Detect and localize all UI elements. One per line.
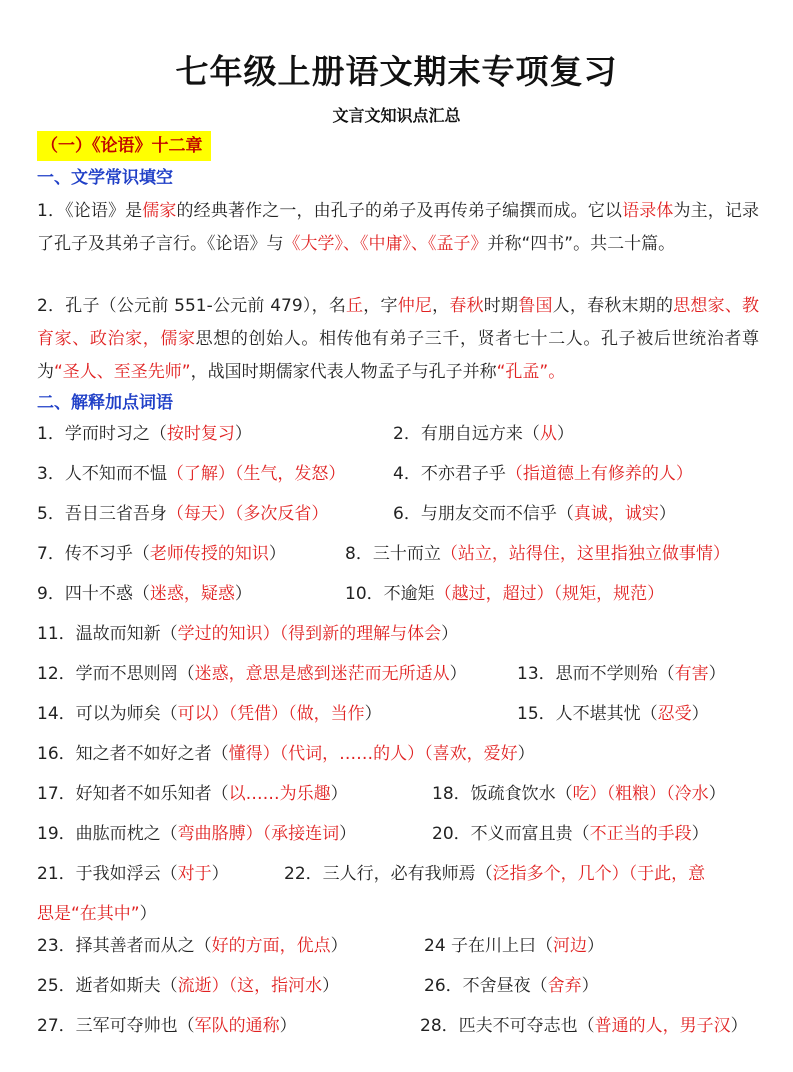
vocab-question: 12．学而不思则罔（ [37,664,195,684]
vocab-answer: 流逝）（这，指河水 [177,976,323,996]
vocab-end: ） [441,624,459,644]
vocab-answer: 好的方面，优点 [211,936,331,956]
page-subtitle: 文言文知识点汇总 [332,106,461,125]
vocab-answer: 从 [539,424,557,444]
vocab-question: 25．逝者如斯夫（ [37,976,178,996]
vocab-end: ） [139,904,157,924]
vocab-question: 20．不义而富且贵（ [432,824,590,844]
answer-text: “圣人、至圣先师” [54,362,191,382]
vocab-row-right [424,926,604,966]
text-run: 时期 [483,296,519,316]
vocab-question: 11．温故而知新（ [37,624,178,644]
vocab-answer: 老师传授的知识 [149,544,269,564]
vocab-question: 13．思而不学则殆（ [517,664,675,684]
vocab-end: ） [339,824,357,844]
vocab-end: ） [322,976,340,996]
vocab-end: ） [234,424,252,444]
vocab-row [37,534,286,574]
vocab-question: 10．不逾矩 [345,584,435,604]
vocab-answer: （越过，超过）（规矩，规范） [434,584,665,604]
vocab-answer: 舍弃 [547,976,582,996]
answer-text: 春秋 [449,296,484,316]
vocab-answer: （指道德上有修养的人） [505,464,693,484]
chapter-label: （一）《论语》十二章 [37,131,211,161]
vocab-end: ） [234,584,252,604]
vocab-end: ） [708,784,726,804]
vocab-answer: 以……为乐趣 [228,784,331,804]
vocab-question: 17．好知者不如乐知者（ [37,784,229,804]
vocab-question: 27．三军可夺帅也（ [37,1016,195,1036]
vocab-answer: 有害 [674,664,709,684]
vocab-question: 16．知之者不如好之者（ [37,744,229,764]
vocab-end: ） [330,784,348,804]
vocab-question: 26．不舍昼夜（ [424,976,548,996]
vocab-row [37,854,229,894]
vocab-answer: 不正当的手段 [589,824,692,844]
vocab-answer: 弯曲胳膊）（承接连词 [177,824,340,844]
vocab-end: ） [556,424,574,444]
vocab-end: ） [708,664,726,684]
vocab-row-right [393,494,676,534]
vocab-question: 3．人不知而不愠 [37,464,167,484]
vocab-end: ） [658,504,676,524]
vocab-end: ） [364,704,382,724]
answer-text: 思想家、教育家、政治家，儒家 [37,296,760,349]
text-run: ，战国时期儒家代表人物孟子与孔子并称 [190,362,497,382]
page-title: 七年级上册语文期末专项复习 [175,52,618,91]
answer-text: 语录体 [622,201,674,221]
text-run: 人，春秋末期的 [552,296,674,316]
vocab-question: 7．传不习乎（ [37,544,150,564]
vocab-answer: 对于 [177,864,212,884]
vocab-answer: 迷惑，疑惑 [149,584,235,604]
text-run: 并称“四书”。共二十篇。 [487,234,676,254]
vocab-end: ） [691,824,709,844]
vocab-question: 21．于我如浮云（ [37,864,178,884]
vocab-row [37,734,535,774]
vocab-question: 4．不亦君子乎 [393,464,506,484]
vocab-answer: 河边 [553,936,588,956]
vocab-answer: 军队的通称 [194,1016,280,1036]
answer-text: “孔孟”。 [496,362,566,382]
vocab-row [37,454,345,494]
vocab-end: ） [691,704,709,724]
vocab-question: 28．匹夫不可夺志也（ [420,1016,595,1036]
vocab-end: ） [268,544,286,564]
answer-text: 《大学》、《中庸》、《孟子》 [283,234,488,254]
vocab-row-right [432,774,726,814]
vocab-question: 22．三人行，必有我师焉（ [284,864,493,884]
vocab-row-right [424,966,599,1006]
section-heading-vocabulary: 二、解释加点词语 [37,393,173,413]
vocab-row [37,494,328,534]
vocab-question: 6．与朋友交而不信乎（ [393,504,574,524]
vocab-answer: 吃）（粗粮）（冷水 [572,784,709,804]
vocab-answer: 真诚，诚实 [573,504,659,524]
section-heading-literature: 一、文学常识填空 [37,168,173,188]
vocab-answer: 忍受 [657,704,692,724]
vocab-question: 8．三十而立 [345,544,441,564]
vocab-question: 23．择其善者而从之（ [37,936,212,956]
vocab-question: 15．人不堪其忧（ [517,704,658,724]
vocab-answer: （了解）（生气，发怒） [166,464,346,484]
text-run: 的经典著作之一，由孔子的弟子及再传弟子编撰而成。它以 [176,201,623,221]
text-run: ，字 [363,296,398,316]
vocab-end: ） [330,936,348,956]
vocab-row-right [345,574,664,614]
vocab-row-right [517,694,709,734]
vocab-row [37,774,348,814]
vocab-row [37,414,252,454]
answer-text: 仲尼 [397,296,433,316]
vocab-row [37,926,348,966]
vocab-end: ） [581,976,599,996]
vocab-row [37,654,467,694]
paragraph-lunyu [37,195,759,261]
answer-text: 丘 [346,296,364,316]
vocab-question: 24 子在川上曰（ [424,936,554,956]
vocab-row [37,694,382,734]
text-run: 2．孔子（公元前 551-公元前 479），名 [37,296,347,316]
text-run: 1．《论语》是 [37,201,143,221]
vocab-row [37,574,252,614]
vocab-question: 18．饭疏食饮水（ [432,784,573,804]
vocab-row [37,966,339,1006]
vocab-question: 9．四十不惑（ [37,584,150,604]
paragraph-confucius [37,290,759,389]
vocab-row-right [284,854,705,894]
vocab-question: 19．曲肱而枕之（ [37,824,178,844]
text-run: ， [432,296,450,316]
vocab-row-right [420,1006,748,1046]
text-run: 为主，记录了孔子及其弟子言行。《论语》与 [37,201,760,254]
vocab-question: 2．有朋自远方来（ [393,424,540,444]
vocab-row [37,1006,297,1046]
vocab-answer: 泛指多个，几个）（于此，意 [492,864,706,884]
vocab-row-right [517,654,726,694]
vocab-row-right [393,414,574,454]
vocab-end: ） [211,864,229,884]
vocab-answer: 迷惑，意思是感到迷茫而无所适从 [194,664,450,684]
vocab-end: ） [730,1016,748,1036]
vocab-row-right [345,534,730,574]
vocab-end: ） [517,744,535,764]
vocab-answer: 可以）（凭借）（做，当作 [177,704,365,724]
vocab-answer: 学过的知识）（得到新的理解与体会 [177,624,442,644]
text-run: 思想的创始人。相传他有弟子三千，贤者七十二人。孔子被后世统治者尊为 [37,329,759,382]
vocab-end: ） [587,936,605,956]
answer-text: 鲁国 [518,296,553,316]
vocab-question: 5．吾日三省吾身 [37,504,167,524]
vocab-end: ） [449,664,467,684]
vocab-answer: 思是“在其中” [37,904,140,924]
vocab-end: ） [279,1016,297,1036]
vocab-row [37,814,356,854]
vocab-answer: （每天）（多次反省） [166,504,329,524]
vocab-answer: （站立，站得住，这里指独立做事情） [440,544,730,564]
vocab-answer: 普通的人，男子汉 [594,1016,731,1036]
vocab-row-right [393,454,693,494]
vocab-row [37,614,458,654]
vocab-row-right [432,814,709,854]
vocab-question: 14．可以为师矣（ [37,704,178,724]
vocab-question: 1．学而时习之（ [37,424,167,444]
vocab-answer: 懂得）（代词，……的人）（喜欢，爱好 [228,744,518,764]
vocab-answer: 按时复习 [166,424,235,444]
answer-text: 儒家 [142,201,177,221]
